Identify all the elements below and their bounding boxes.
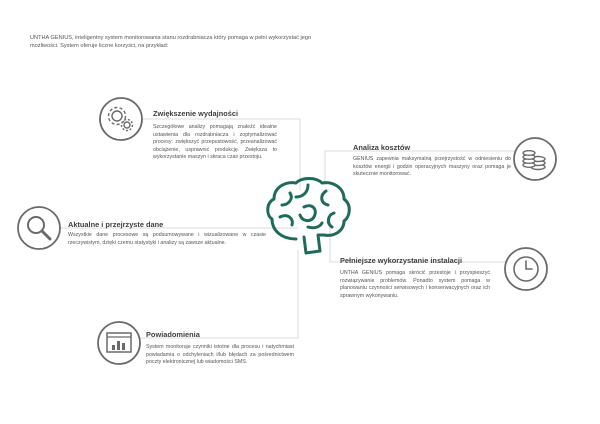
coins-icon <box>512 136 558 182</box>
benefit-text-efficiency: Szczegółowe analizy pomagają znaleźć idealne ustawienia dla rozdrabniacza i zoptymalizować procesy: zwiększyć przepustowość, przeanalizować obciążenie, usprawnić produkcję. Zwiększa to wykorzystanie maszyn i skraca czas przestoju. <box>153 124 277 161</box>
benefit-text-installation: UNTHA GENIUS pomaga skrócić przestoje i przyspieszyć rozwiązywanie problemów. Ponadto system pomaga w planowaniu czynności serwisowych i konserwacyjnych oraz ich sprawnym wykonywaniu. <box>340 270 490 299</box>
intro-text: UNTHA GENIUS, inteligentny system monitorowania stanu rozdrabniacza który pomaga w pełni wykorzystać jego możliwości. System oferuje liczne korzyści, na przykład: <box>30 35 312 49</box>
benefit-title-efficiency: Zwiększenie wydajności <box>153 109 239 118</box>
benefit-text-data: Wszystkie dane procesowe są podsumowywane i wizualizowane w czasie rzeczywistym, dzięki czemu statystyki i analizy są zawsze aktualne. <box>68 232 266 246</box>
magnifier-icon <box>16 205 62 251</box>
benefit-text-notifications: System monitoruje czynniki istotne dla procesu i natychmiast powiadamia o odchyleniach i/lub błędach za pośrednictwem poczty elektronicznej lub wiadomości SMS. <box>146 344 294 366</box>
gears-icon <box>98 96 144 142</box>
benefit-title-costs: Analiza kosztów <box>353 143 411 152</box>
benefit-title-data: Aktualne i przejrzyste dane <box>68 220 164 229</box>
chart-window-icon <box>96 320 142 366</box>
brain-icon <box>262 173 354 261</box>
clock-icon <box>503 246 549 292</box>
benefit-text-costs: GENIUS zapewnia maksymalną przejrzystość w odniesieniu do kosztów energii i godzin operacyjnych maszyny oraz pomaga je skutecznie monitorować. <box>353 156 511 178</box>
benefit-title-installation: Pełniejsze wykorzystanie instalacji <box>340 256 463 265</box>
benefit-title-notifications: Powiadomienia <box>146 330 200 339</box>
